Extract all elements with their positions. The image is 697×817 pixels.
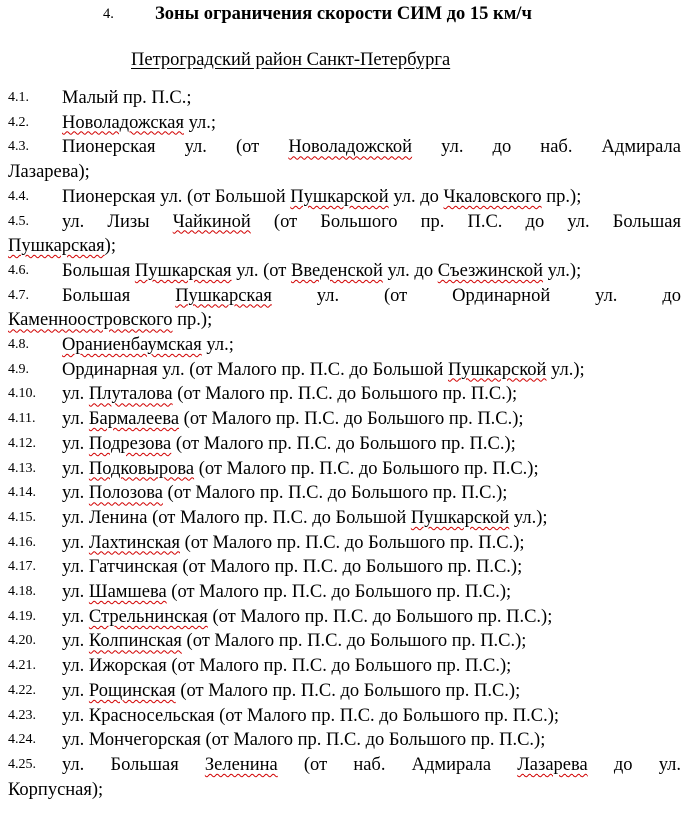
item-number: 4.8. — [8, 337, 29, 353]
list-item — [8, 284, 681, 333]
item-text-part: до ул. — [587, 754, 681, 775]
item-text-part: ул. Ленина (от Малого пр. П.С. до Большой — [62, 507, 411, 528]
list-item — [8, 86, 681, 111]
item-text — [8, 382, 681, 407]
item-text-part: ул.); — [543, 260, 582, 281]
item-text-part: ул. Мончегорская (от Малого пр. П.С. до Большого пр. П.С.); — [62, 730, 546, 751]
spellcheck-word: Каменноостровского — [8, 310, 173, 331]
item-text-part: ); — [104, 236, 116, 257]
list-item — [8, 407, 681, 432]
item-line-1 — [8, 284, 681, 309]
item-text-part: ул. — [62, 532, 89, 553]
list-item — [8, 728, 681, 753]
item-text-part: ул.); — [509, 507, 548, 528]
item-text — [8, 531, 681, 556]
list-item — [8, 629, 681, 654]
item-text-part: ул. — [62, 384, 89, 405]
item-text-part: ул. Большая — [62, 754, 205, 775]
item-number: 4.10. — [8, 386, 36, 402]
item-text — [8, 580, 681, 605]
item-number: 4.6. — [8, 262, 29, 278]
section-number: 4. — [103, 6, 114, 22]
item-text-part: Ординарная ул. (от Малого пр. П.С. до Большой — [62, 359, 448, 380]
item-text-part: ул. (от Ординарной ул. до — [271, 285, 682, 306]
item-text-part: (от Малого пр. П.С. до Большого пр. П.С.); — [180, 532, 525, 553]
item-text-part: (от Малого пр. П.С. до Большого пр. П.С.); — [171, 433, 516, 454]
item-text — [8, 86, 681, 111]
item-text — [8, 111, 681, 136]
item-line-2 — [8, 234, 681, 259]
item-number: 4.1. — [8, 90, 29, 105]
item-number: 4.5. — [8, 213, 29, 229]
spellcheck-word: Колпинская — [88, 631, 182, 652]
item-text — [8, 629, 681, 654]
spellcheck-word: Введенской — [290, 260, 383, 281]
spellcheck-word: Ораниенбаумская — [62, 335, 202, 356]
item-text-part: пр.); — [172, 310, 213, 331]
list-item — [8, 506, 681, 531]
item-number: 4.21. — [8, 658, 36, 674]
spellcheck-word: Лахтинская — [88, 532, 180, 553]
item-number: 4.25. — [8, 756, 36, 772]
item-line-1 — [8, 210, 681, 235]
item-text-part: (от Малого пр. П.С. до Большого пр. П.С.); — [172, 384, 518, 405]
spellcheck-word: Чкаловского — [443, 186, 542, 207]
item-text-part: ул.); — [546, 359, 585, 380]
item-text-part: ул. Гатчинская (от Малого пр. П.С. до Большого пр. П.С.); — [62, 557, 523, 578]
item-text-part: (от Малого пр. П.С. до Большого пр. П.С.); — [175, 680, 521, 701]
list-item — [8, 753, 681, 802]
list-item — [8, 481, 681, 506]
item-text-part: ул. Красносельская (от Малого пр. П.С. до Большого пр. П.С.); — [62, 705, 560, 726]
item-text-part: ул. Лизы — [62, 211, 173, 232]
list-item — [8, 210, 681, 259]
spellcheck-word: Новоладожская — [62, 112, 184, 133]
item-text-part: ул.; — [201, 335, 234, 356]
list-item — [8, 432, 681, 457]
list-item — [8, 185, 681, 210]
spellcheck-word: Подковырова — [88, 458, 195, 479]
item-text-part: ул. (от — [231, 260, 291, 281]
spellcheck-word: Рощинская — [88, 680, 176, 701]
item-number: 4.19. — [8, 608, 36, 624]
spellcheck-word: Зеленина — [204, 754, 278, 775]
list-item — [8, 382, 681, 407]
spellcheck-word: Пушкарской — [290, 186, 389, 207]
list-item — [8, 259, 681, 284]
item-text — [8, 333, 681, 358]
item-text-part: (от Малого пр. П.С. до Большого пр. П.С.); — [194, 458, 539, 479]
item-text — [8, 679, 681, 704]
item-text — [8, 259, 681, 284]
item-text-part: (от Малого пр. П.С. до Большого пр. П.С.); — [166, 582, 512, 603]
list-item — [8, 654, 681, 679]
item-text — [8, 358, 681, 383]
list-item — [8, 111, 681, 136]
item-text-part: Большая — [62, 285, 176, 306]
item-number: 4.2. — [8, 114, 29, 130]
spellcheck-word: Подрезова — [88, 433, 172, 454]
item-text-part: Пионерская ул. (от — [62, 137, 289, 158]
item-text-part: ул. — [62, 631, 89, 652]
spellcheck-word: Пушкарской — [410, 507, 510, 528]
item-text — [8, 457, 681, 482]
item-number: 4.18. — [8, 584, 36, 600]
item-text-part: (от наб. Адмирала — [277, 754, 518, 775]
item-text-part: (от Большого пр. П.С. до ул. Большая — [250, 211, 681, 232]
item-text — [8, 481, 681, 506]
item-text-part: ул. — [62, 606, 89, 627]
district-subtitle: Петроградский район Санкт-Петербурга — [131, 50, 451, 70]
item-line-2 — [8, 308, 681, 333]
item-text-part: ул. Ижорская (от Малого пр. П.С. до Большого пр. П.С.); — [62, 656, 512, 677]
street-list — [8, 86, 681, 802]
spellcheck-word: Лазарева — [517, 754, 588, 775]
item-text-part: (от Малого пр. П.С. до Большого пр. П.С.); — [162, 483, 508, 504]
spellcheck-word: Полозова — [88, 483, 163, 504]
item-text — [8, 728, 681, 753]
item-number: 4.9. — [8, 361, 29, 377]
item-text-part: ул. — [62, 582, 89, 603]
list-item — [8, 358, 681, 383]
spellcheck-word: Чайкиной — [172, 211, 251, 232]
spellcheck-word: Пушкарская — [175, 285, 272, 306]
list-item — [8, 605, 681, 630]
item-line-2 — [8, 160, 681, 185]
spellcheck-word: Плуталова — [88, 384, 173, 405]
item-text — [8, 605, 681, 630]
item-text-part: пр.); — [541, 186, 582, 207]
spellcheck-word: Съезжинской — [437, 260, 544, 281]
item-text-part: ул. до — [382, 260, 438, 281]
item-text — [8, 432, 681, 457]
item-text-part: ул.; — [183, 112, 217, 133]
item-line-2 — [8, 778, 681, 803]
item-text — [8, 506, 681, 531]
item-text — [8, 407, 681, 432]
spellcheck-word: Пушкарская — [134, 260, 232, 281]
item-text-part: Корпусная); — [8, 779, 104, 800]
item-text-part: ул. — [62, 483, 89, 504]
item-text-part: ул. до — [388, 186, 444, 207]
item-text-part: ул. — [62, 433, 89, 454]
item-number: 4.4. — [8, 188, 29, 204]
section-heading — [0, 2, 697, 26]
item-text — [8, 704, 681, 729]
spellcheck-word: Стрельнинская — [88, 606, 208, 627]
item-text-part: ул. — [62, 680, 89, 701]
item-line-1 — [8, 753, 681, 778]
list-item — [8, 704, 681, 729]
item-text-part: ул. — [62, 458, 89, 479]
item-number: 4.16. — [8, 534, 36, 550]
item-text-part: Пионерская ул. (от Большой — [62, 186, 291, 207]
item-text-part: (от Малого пр. П.С. до Большого пр. П.С.); — [179, 409, 524, 430]
list-item — [8, 555, 681, 580]
list-item — [8, 457, 681, 482]
item-text — [8, 185, 681, 210]
item-text-part: Малый пр. П.С.; — [62, 88, 192, 108]
spellcheck-word: Пушкарской — [447, 359, 547, 380]
spellcheck-word: Новоладожской — [288, 137, 413, 158]
item-number: 4.14. — [8, 485, 36, 501]
item-number: 4.13. — [8, 460, 36, 476]
item-number: 4.24. — [8, 732, 36, 748]
spellcheck-word: Шамшева — [88, 582, 167, 603]
item-text-part: Лазарева); — [8, 162, 90, 183]
item-number: 4.12. — [8, 435, 36, 451]
list-item — [8, 531, 681, 556]
item-text-part: Большая — [62, 260, 135, 281]
item-text-part: (от Малого пр. П.С. до Большого пр. П.С.); — [207, 606, 553, 627]
spellcheck-word: Бармалеева — [88, 409, 180, 430]
item-number: 4.15. — [8, 509, 36, 525]
item-text-part: (от Малого пр. П.С. до Большого пр. П.С.); — [181, 631, 527, 652]
item-text-part: ул. до наб. Адмирала — [412, 137, 681, 158]
item-text — [8, 654, 681, 679]
list-item — [8, 580, 681, 605]
item-number: 4.23. — [8, 707, 36, 723]
item-text — [8, 555, 681, 580]
item-number: 4.20. — [8, 633, 36, 649]
item-number: 4.7. — [8, 287, 29, 303]
list-item — [8, 679, 681, 704]
item-number: 4.17. — [8, 559, 36, 575]
list-item — [8, 135, 681, 184]
item-text-part: ул. — [62, 409, 89, 430]
item-number: 4.3. — [8, 139, 29, 155]
section-title: Зоны ограничения скорости СИМ до 15 км/ч — [155, 4, 532, 24]
spellcheck-word: Пушкарская — [8, 236, 105, 257]
item-number: 4.22. — [8, 682, 36, 698]
item-number: 4.11. — [8, 411, 36, 427]
item-line-1 — [8, 135, 681, 160]
list-item — [8, 333, 681, 358]
